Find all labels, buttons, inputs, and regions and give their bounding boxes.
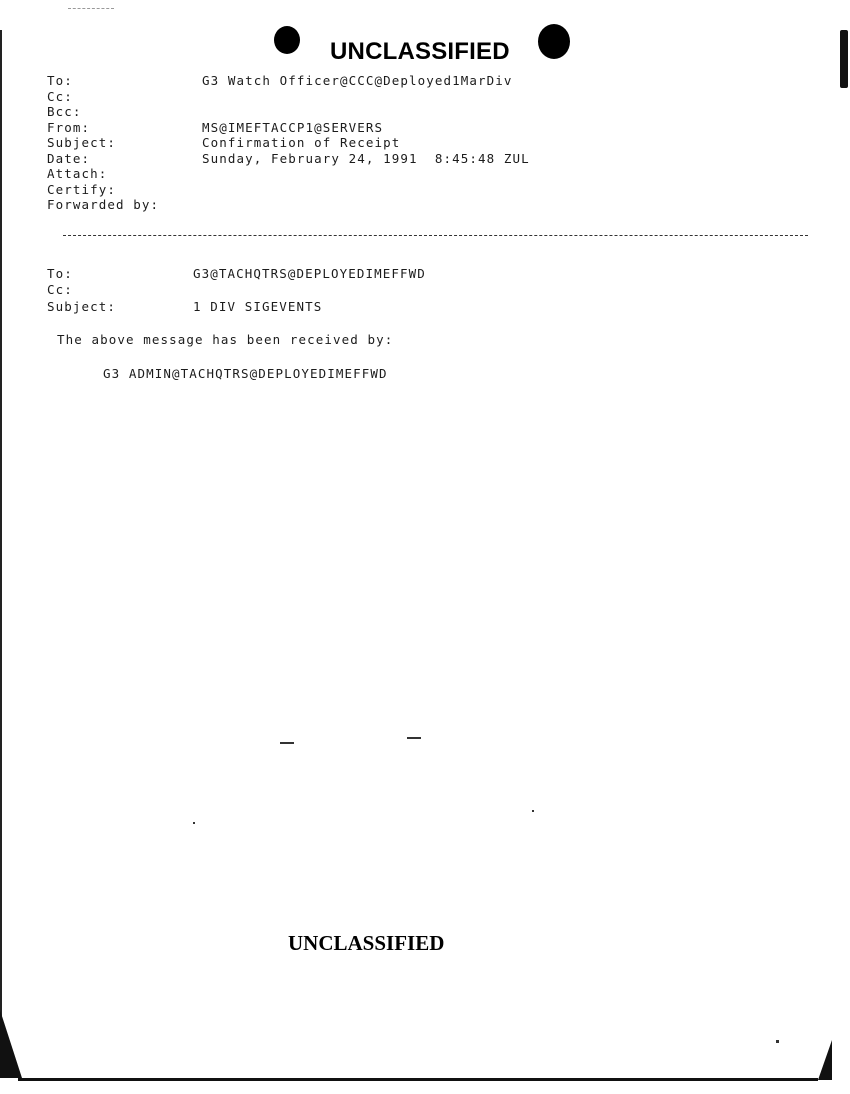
recipient-address: G3 ADMIN@TACHQTRS@DEPLOYEDIMEFFWD [103, 366, 388, 381]
header-bcc-label: Bcc: [47, 104, 82, 119]
header-from-value: MS@IMEFTACCP1@SERVERS [202, 119, 384, 135]
header-subject-label: Subject: [47, 135, 117, 150]
message-to-value: G3@TACHQTRS@DEPLOYEDIMEFFWD [193, 266, 426, 281]
scan-edge-bottom [18, 1078, 818, 1081]
classification-banner-top: UNCLASSIFIED [330, 38, 510, 65]
header-to-value: G3 Watch Officer@CCC@Deployed1MarDiv [202, 73, 513, 88]
header-to-label: To: [47, 73, 73, 88]
message-cc-label: Cc: [47, 282, 73, 297]
scan-speck [532, 810, 534, 812]
scan-speck [193, 822, 195, 824]
received-by-text: The above message has been received by: [57, 332, 394, 347]
header-forwarded-label: Forwarded by: [47, 197, 160, 212]
scan-corner-left [0, 1010, 22, 1078]
scan-corner-right [818, 1040, 832, 1080]
message-subject-label: Subject: [47, 299, 117, 314]
punch-hole-left [274, 26, 300, 54]
scan-speck [776, 1040, 779, 1043]
scan-speck [68, 8, 114, 9]
header-subject-value: Confirmation of Receipt [202, 135, 401, 150]
punch-hole-right [538, 24, 570, 59]
header-date-value: Sunday, February 24, 1991 8:45:48 ZUL [202, 150, 530, 166]
header-attach-label: Attach: [47, 166, 108, 181]
scan-edge-left [0, 30, 2, 1070]
message-to-label: To: [47, 266, 73, 281]
header-from-label: From: [47, 119, 91, 135]
header-cc-label: Cc: [47, 88, 73, 104]
header-certify-label: Certify: [47, 181, 117, 197]
header-date-label: Date: [47, 150, 91, 166]
scan-speck [407, 737, 421, 739]
scan-speck [280, 742, 294, 744]
separator-dashed-line [63, 235, 808, 236]
scan-mark-right [840, 30, 848, 88]
message-subject-value: 1 DIV SIGEVENTS [193, 299, 323, 314]
classification-banner-bottom: UNCLASSIFIED [288, 931, 445, 955]
